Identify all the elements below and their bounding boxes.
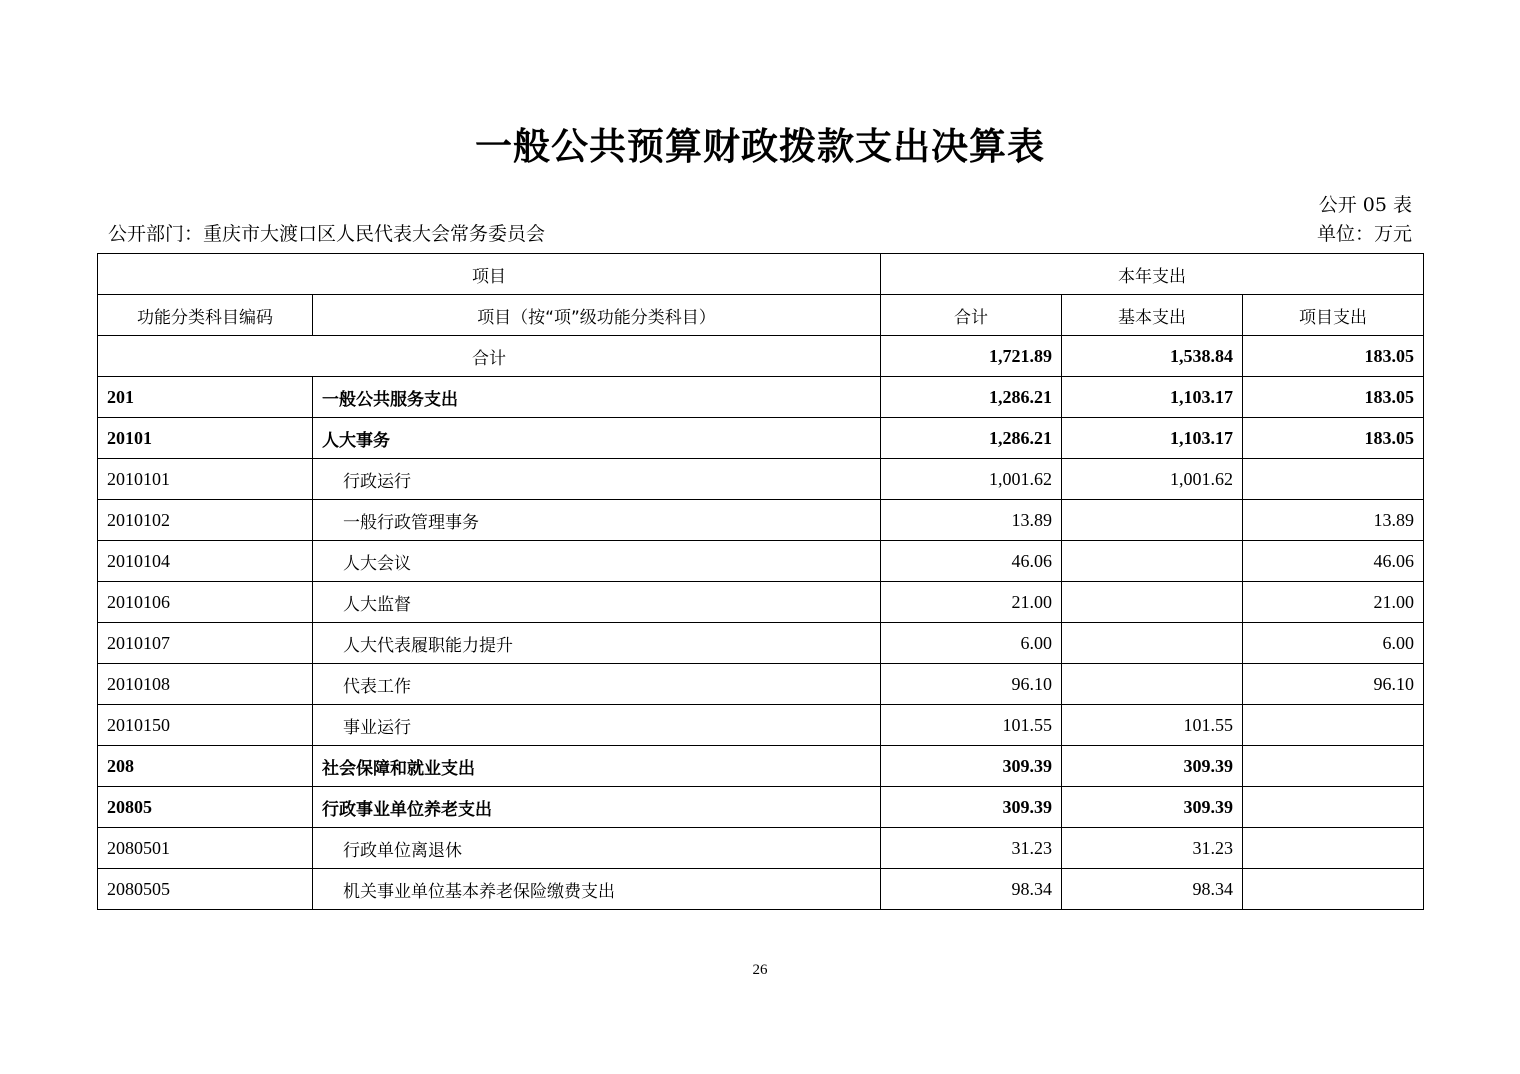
row-total: 46.06 <box>881 541 1062 582</box>
row-project: 13.89 <box>1243 500 1424 541</box>
table-row <box>98 418 1424 459</box>
header-project-expense: 项目支出 <box>1243 295 1424 336</box>
row-code: 208 <box>98 746 313 787</box>
row-basic <box>1062 582 1243 623</box>
table-row <box>98 705 1424 746</box>
unit-label: 单位：万元 <box>1316 223 1412 245</box>
row-total: 1,286.21 <box>881 377 1062 418</box>
row-project <box>1243 705 1424 746</box>
row-code: 2010102 <box>98 500 313 541</box>
row-code: 2010101 <box>98 459 313 500</box>
row-total: 1,286.21 <box>881 418 1062 459</box>
table-row <box>98 828 1424 869</box>
row-total: 309.39 <box>881 746 1062 787</box>
row-project <box>1243 459 1424 500</box>
table-row <box>98 787 1424 828</box>
table-row <box>98 623 1424 664</box>
row-code: 2010106 <box>98 582 313 623</box>
table-row <box>98 500 1424 541</box>
row-project: 6.00 <box>1243 623 1424 664</box>
budget-table <box>97 253 1424 910</box>
row-name: 行政事业单位养老支出 <box>313 787 881 828</box>
table-row <box>98 664 1424 705</box>
header-item: 项目（按“项”级功能分类科目） <box>313 295 881 336</box>
row-basic: 1,103.17 <box>1062 418 1243 459</box>
row-basic <box>1062 623 1243 664</box>
row-name: 社会保障和就业支出 <box>313 746 881 787</box>
header-code: 功能分类科目编码 <box>98 295 313 336</box>
row-code: 201 <box>98 377 313 418</box>
row-project: 46.06 <box>1243 541 1424 582</box>
table-row <box>98 746 1424 787</box>
row-code: 2010104 <box>98 541 313 582</box>
row-code: 2010108 <box>98 664 313 705</box>
row-code: 2080505 <box>98 869 313 910</box>
row-name: 事业运行 <box>313 705 881 746</box>
row-basic: 98.34 <box>1062 869 1243 910</box>
header-total: 合计 <box>881 295 1062 336</box>
table-row <box>98 582 1424 623</box>
page-number: 26 <box>752 962 768 978</box>
row-basic: 101.55 <box>1062 705 1243 746</box>
header-row-1 <box>98 254 1424 295</box>
header-basic: 基本支出 <box>1062 295 1243 336</box>
summary-project: 183.05 <box>1243 336 1424 377</box>
row-project <box>1243 828 1424 869</box>
row-name: 人大事务 <box>313 418 881 459</box>
row-total: 98.34 <box>881 869 1062 910</box>
row-code: 2010150 <box>98 705 313 746</box>
row-name: 人大监督 <box>313 582 881 623</box>
row-code: 20101 <box>98 418 313 459</box>
row-name: 一般行政管理事务 <box>313 500 881 541</box>
row-code: 20805 <box>98 787 313 828</box>
row-basic <box>1062 500 1243 541</box>
table-row <box>98 541 1424 582</box>
header-row-2 <box>98 295 1424 336</box>
row-project <box>1243 746 1424 787</box>
summary-label: 合计 <box>98 336 881 377</box>
row-basic <box>1062 541 1243 582</box>
summary-total: 1,721.89 <box>881 336 1062 377</box>
row-basic: 309.39 <box>1062 787 1243 828</box>
row-basic: 1,001.62 <box>1062 459 1243 500</box>
row-project: 183.05 <box>1243 418 1424 459</box>
table-row <box>98 869 1424 910</box>
row-code: 2080501 <box>98 828 313 869</box>
row-basic: 309.39 <box>1062 746 1243 787</box>
summary-basic: 1,538.84 <box>1062 336 1243 377</box>
row-name: 人大代表履职能力提升 <box>313 623 881 664</box>
row-code: 2010107 <box>98 623 313 664</box>
table-row <box>98 377 1424 418</box>
row-project <box>1243 869 1424 910</box>
header-current-year: 本年支出 <box>881 254 1424 295</box>
row-total: 6.00 <box>881 623 1062 664</box>
row-total: 96.10 <box>881 664 1062 705</box>
summary-row <box>98 336 1424 377</box>
row-total: 101.55 <box>881 705 1062 746</box>
row-total: 309.39 <box>881 787 1062 828</box>
row-name: 人大会议 <box>313 541 881 582</box>
row-name: 行政单位离退休 <box>313 828 881 869</box>
row-project: 183.05 <box>1243 377 1424 418</box>
row-total: 31.23 <box>881 828 1062 869</box>
row-project: 96.10 <box>1243 664 1424 705</box>
row-basic: 1,103.17 <box>1062 377 1243 418</box>
row-basic <box>1062 664 1243 705</box>
row-project <box>1243 787 1424 828</box>
department-label: 公开部门：重庆市大渡口区人民代表大会常务委员会 <box>108 223 546 245</box>
page-title: 一般公共预算财政拨款支出决算表 <box>475 125 1045 168</box>
header-project: 项目 <box>98 254 881 295</box>
table-row <box>98 459 1424 500</box>
row-project: 21.00 <box>1243 582 1424 623</box>
row-total: 1,001.62 <box>881 459 1062 500</box>
row-basic: 31.23 <box>1062 828 1243 869</box>
row-total: 13.89 <box>881 500 1062 541</box>
row-name: 行政运行 <box>313 459 881 500</box>
row-total: 21.00 <box>881 582 1062 623</box>
form-number: 公开 05 表 <box>1318 194 1412 216</box>
row-name: 代表工作 <box>313 664 881 705</box>
row-name: 机关事业单位基本养老保险缴费支出 <box>313 869 881 910</box>
row-name: 一般公共服务支出 <box>313 377 881 418</box>
